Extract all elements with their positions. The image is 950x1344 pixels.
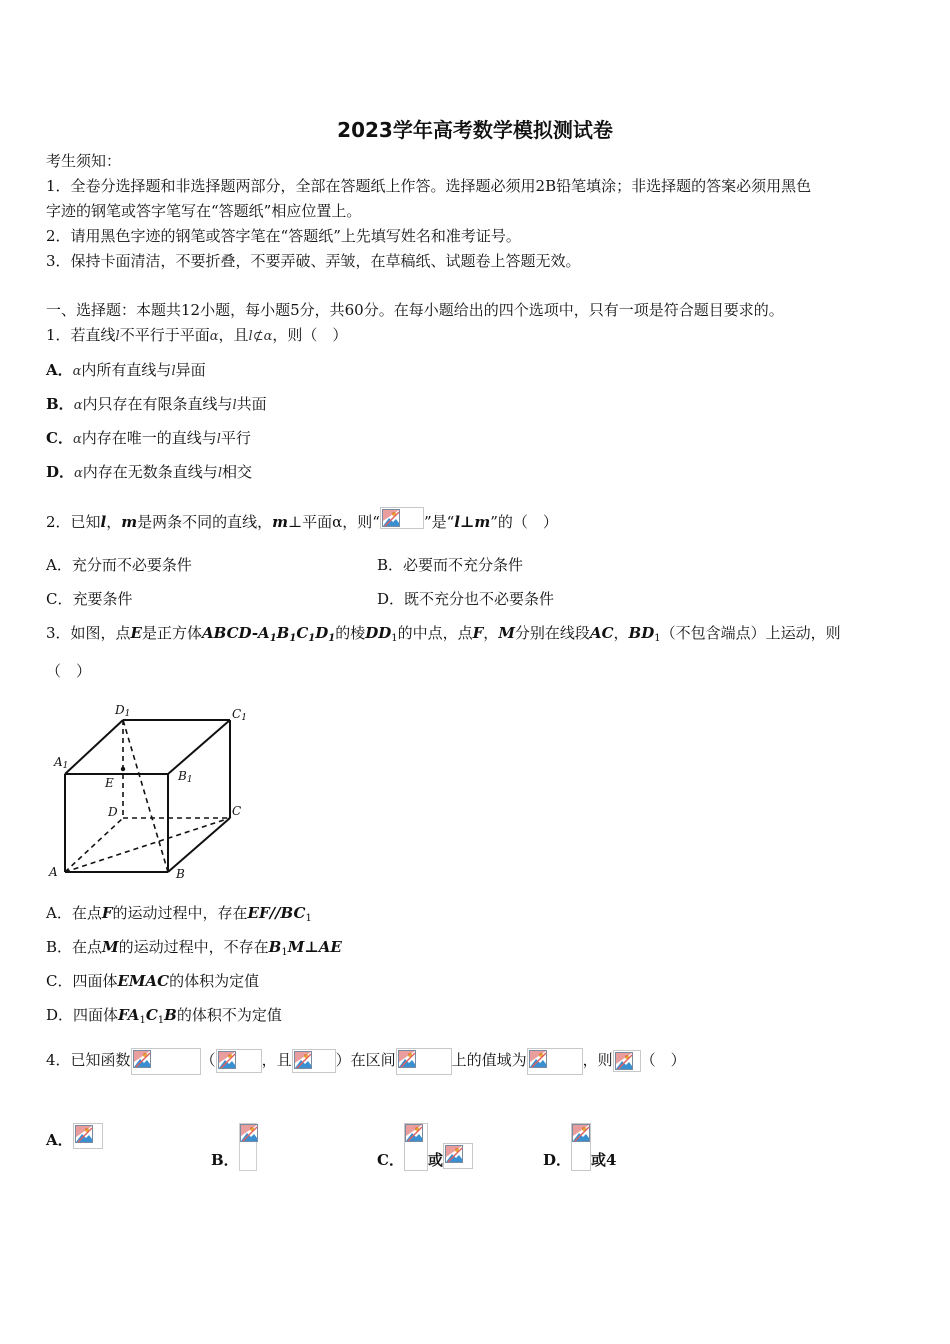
question-3 — [46, 622, 841, 650]
q2-text-4: ”是“ — [423, 513, 455, 531]
option-text: 的运动过程中，不存在 — [118, 938, 269, 956]
option-text: 内存在唯一的直线与 — [81, 429, 217, 447]
edge-b-c — [168, 818, 230, 872]
q3-point-e: E — [130, 624, 142, 642]
q3-text-1: 3．如图，点 — [46, 624, 131, 642]
label-e: E — [105, 776, 114, 790]
greek-alpha: α — [73, 398, 83, 413]
point-m: M — [102, 938, 119, 956]
sub: 1 — [139, 1015, 146, 1026]
relation: B — [268, 938, 282, 956]
option-label: D． — [543, 1151, 572, 1169]
q1-symbol-alpha: α — [209, 329, 219, 344]
q4-text-1: 4．已知函数 — [46, 1051, 131, 1069]
option-text: B．在点 — [46, 938, 103, 956]
q4-text-2: （ — [200, 1051, 216, 1069]
q2-text-3: ⊥平面α，则“ — [288, 513, 380, 531]
q2-text-5: ”的（ ） — [490, 513, 558, 531]
option-text: C．四面体 — [46, 972, 118, 990]
cube-part: C — [296, 624, 309, 642]
option-text: D．四面体 — [46, 1006, 119, 1024]
formula-image — [527, 1048, 583, 1075]
diag-b-d1 — [123, 720, 168, 872]
formula-image — [239, 1123, 257, 1171]
sub: 1 — [281, 947, 288, 958]
formula-image — [613, 1050, 641, 1072]
edge-a-d — [65, 818, 123, 872]
broken-image-icon — [382, 509, 400, 527]
option-or: 或 — [427, 1151, 443, 1169]
option-label: A． — [46, 1131, 73, 1149]
q1-text-4: ，则（ ） — [272, 326, 348, 344]
q3-cube-name — [202, 624, 335, 642]
q4-text-6: ，则 — [582, 1051, 613, 1069]
option-text: A．在点 — [46, 904, 102, 922]
q3-point-f: F — [472, 624, 484, 642]
formula-image — [216, 1049, 262, 1073]
notice-line-3: 3．保持卡面清洁，不要折叠，不要弄破、弄皱，在草稿纸、试题卷上答题无效。 — [46, 252, 581, 270]
option-text-end: 共面 — [236, 395, 267, 413]
tetrahedron: C — [145, 1006, 158, 1024]
q1-option-d[interactable] — [46, 461, 252, 485]
q4-text-5: 上的值域为 — [451, 1051, 527, 1069]
broken-image-icon — [218, 1051, 236, 1069]
option-or: 或4 — [591, 1151, 617, 1169]
question-4 — [46, 1040, 686, 1080]
greek-alpha: α — [72, 432, 82, 447]
q3-option-a[interactable] — [46, 902, 312, 930]
q1-text-1: 1．若直线 — [46, 326, 116, 344]
label-c: C — [232, 804, 242, 818]
label-d1: D1 — [115, 703, 131, 719]
q4-text-3: ，且 — [261, 1051, 292, 1069]
q3-text-5: 分别在线段 — [514, 624, 590, 642]
q1-relation: l⊄α — [248, 329, 273, 344]
q3-option-d[interactable] — [46, 1004, 282, 1032]
formula-image — [73, 1123, 103, 1149]
q1-text-2: 不平行于平面 — [119, 326, 210, 344]
option-text: 的体积为定值 — [169, 972, 260, 990]
q4-text-4: ）在区间 — [335, 1051, 396, 1069]
q3-option-c[interactable] — [46, 970, 259, 992]
symbol-l: l — [216, 432, 221, 447]
sub: 1 — [157, 1015, 165, 1026]
notice-line-2: 2．请用黑色字迹的钢笔或答字笔在“答题纸”上先填写姓名和准考证号。 — [46, 227, 521, 245]
sub: 1 — [654, 633, 661, 644]
q4-option-a[interactable] — [46, 1123, 103, 1151]
q2-symbol-m: m — [121, 513, 138, 531]
q3-text-6: （不包含端点）上运动，则 — [660, 624, 841, 642]
q1-option-a[interactable] — [46, 359, 206, 383]
label-a1: A1 — [54, 755, 69, 771]
option-text-end: 异面 — [175, 361, 206, 379]
broken-image-icon — [529, 1050, 547, 1068]
q4-option-c[interactable] — [377, 1123, 473, 1171]
relation: EF//BC — [247, 904, 306, 922]
tetrahedron: B — [164, 1006, 177, 1024]
broken-image-icon — [294, 1051, 312, 1069]
sub: 1 — [308, 633, 316, 644]
q3-edge: DD — [365, 624, 392, 642]
edge-a1-d1 — [65, 720, 123, 774]
q3-comma: ， — [483, 624, 499, 642]
q1-symbol-l: l — [115, 329, 120, 344]
q2-symbol-l: l — [100, 513, 107, 531]
option-text-end: 平行 — [220, 429, 251, 447]
q2-symbol-m2: m — [272, 513, 289, 531]
symbol-l: l — [171, 364, 176, 379]
question-1 — [46, 324, 347, 348]
q3-option-b[interactable] — [46, 936, 342, 964]
q3-text-3: 的棱 — [335, 624, 366, 642]
formula-image — [131, 1048, 201, 1075]
broken-image-icon — [572, 1124, 590, 1142]
greek-alpha: α — [74, 466, 83, 481]
sub: 1 — [269, 633, 277, 644]
q2-option-b[interactable]: B．必要而不充分条件 — [377, 556, 524, 574]
label-a: A — [49, 865, 58, 879]
q1-option-c[interactable] — [46, 427, 251, 451]
broken-image-icon — [133, 1050, 151, 1068]
q3-text-2: 是正方体 — [141, 624, 202, 642]
question-2 — [46, 507, 558, 533]
q3-segment-bd: BD — [628, 624, 655, 642]
option-text: 的体积不为定值 — [176, 1006, 282, 1024]
formula-image — [443, 1143, 473, 1169]
edge-b1-c1 — [168, 720, 230, 774]
option-text: 内存在无数条直线与 — [82, 463, 218, 481]
formula-image — [404, 1123, 428, 1171]
q2-comma: ， — [106, 513, 122, 531]
broken-image-icon — [240, 1124, 258, 1142]
q3-segment-ac: AC — [589, 624, 614, 642]
greek-alpha: α — [72, 364, 82, 379]
q4-text-7: （ ） — [640, 1051, 686, 1069]
point-e — [121, 767, 125, 771]
q2-text-1: 2．已知 — [46, 513, 101, 531]
broken-image-icon — [615, 1052, 633, 1070]
sub: 1 — [391, 633, 398, 644]
q3-text-4: 的中点，点 — [397, 624, 473, 642]
formula-image — [292, 1049, 336, 1073]
option-text: 内所有直线与 — [81, 361, 172, 379]
notice-heading: 考生须知： — [46, 152, 122, 170]
sub: 1 — [328, 633, 336, 644]
option-label: C． — [377, 1151, 404, 1169]
sub: 1 — [305, 913, 312, 924]
q2-option-c[interactable]: C．充要条件 — [46, 590, 133, 608]
option-text-end: 相交 — [221, 463, 252, 481]
broken-image-icon — [398, 1050, 416, 1068]
page-title: 2023学年高考数学模拟测试卷 — [337, 118, 613, 142]
cube-part: ABCD-A — [202, 624, 270, 642]
q3-paren: （ ） — [46, 662, 92, 680]
diag-a-c — [65, 818, 230, 872]
option-label: D． — [46, 463, 75, 481]
point-f: F — [101, 904, 113, 922]
formula-image — [380, 507, 424, 529]
q2-option-a[interactable]: A．充分而不必要条件 — [46, 556, 192, 574]
label-d: D — [108, 805, 118, 819]
option-text: 的运动过程中，存在 — [112, 904, 248, 922]
option-label: B． — [46, 395, 74, 413]
q1-option-b[interactable] — [46, 393, 267, 417]
q4-option-b[interactable] — [211, 1123, 257, 1171]
formula-image — [396, 1048, 452, 1075]
broken-image-icon — [405, 1124, 423, 1142]
q3-point-m: M — [498, 624, 515, 642]
q2-relation: l⊥m — [454, 513, 491, 531]
q4-option-d[interactable] — [543, 1123, 616, 1171]
cube-figure — [44, 698, 264, 888]
q2-text-2: 是两条不同的直线， — [137, 513, 273, 531]
option-label: B． — [211, 1151, 239, 1169]
label-b: B — [176, 867, 185, 881]
symbol-l: l — [217, 466, 222, 481]
option-text: 内只存在有限条直线与 — [82, 395, 233, 413]
q1-text-3: ，且 — [218, 326, 249, 344]
option-label: A． — [46, 361, 73, 379]
tetrahedron: EMAC — [117, 972, 170, 990]
sub: 1 — [289, 633, 297, 644]
cube-part: B — [276, 624, 290, 642]
broken-image-icon — [445, 1145, 463, 1163]
q2-option-d[interactable]: D．既不充分也不必要条件 — [377, 590, 555, 608]
formula-image — [571, 1123, 591, 1171]
relation: M⊥AE — [287, 938, 342, 956]
symbol-l: l — [232, 398, 237, 413]
notice-line-1a: 1．全卷分选择题和非选择题两部分，全部在答题纸上作答。选择题必须用2B铅笔填涂；非选择题的答案必须用黑色 — [46, 177, 812, 195]
cube-part: D — [315, 624, 329, 642]
option-label: C． — [46, 429, 73, 447]
broken-image-icon — [75, 1125, 93, 1143]
notice-line-1b: 字迹的钢笔或答字笔写在“答题纸”相应位置上。 — [46, 202, 362, 220]
tetrahedron: FA — [118, 1006, 140, 1024]
section-heading: 一、选择题：本题共12小题，每小题5分，共60分。在每小题给出的四个选项中，只有一项是符合题目要求的。 — [46, 301, 784, 319]
label-c1: C1 — [232, 707, 247, 723]
q3-comma: ， — [613, 624, 629, 642]
label-b1: B1 — [178, 769, 193, 785]
